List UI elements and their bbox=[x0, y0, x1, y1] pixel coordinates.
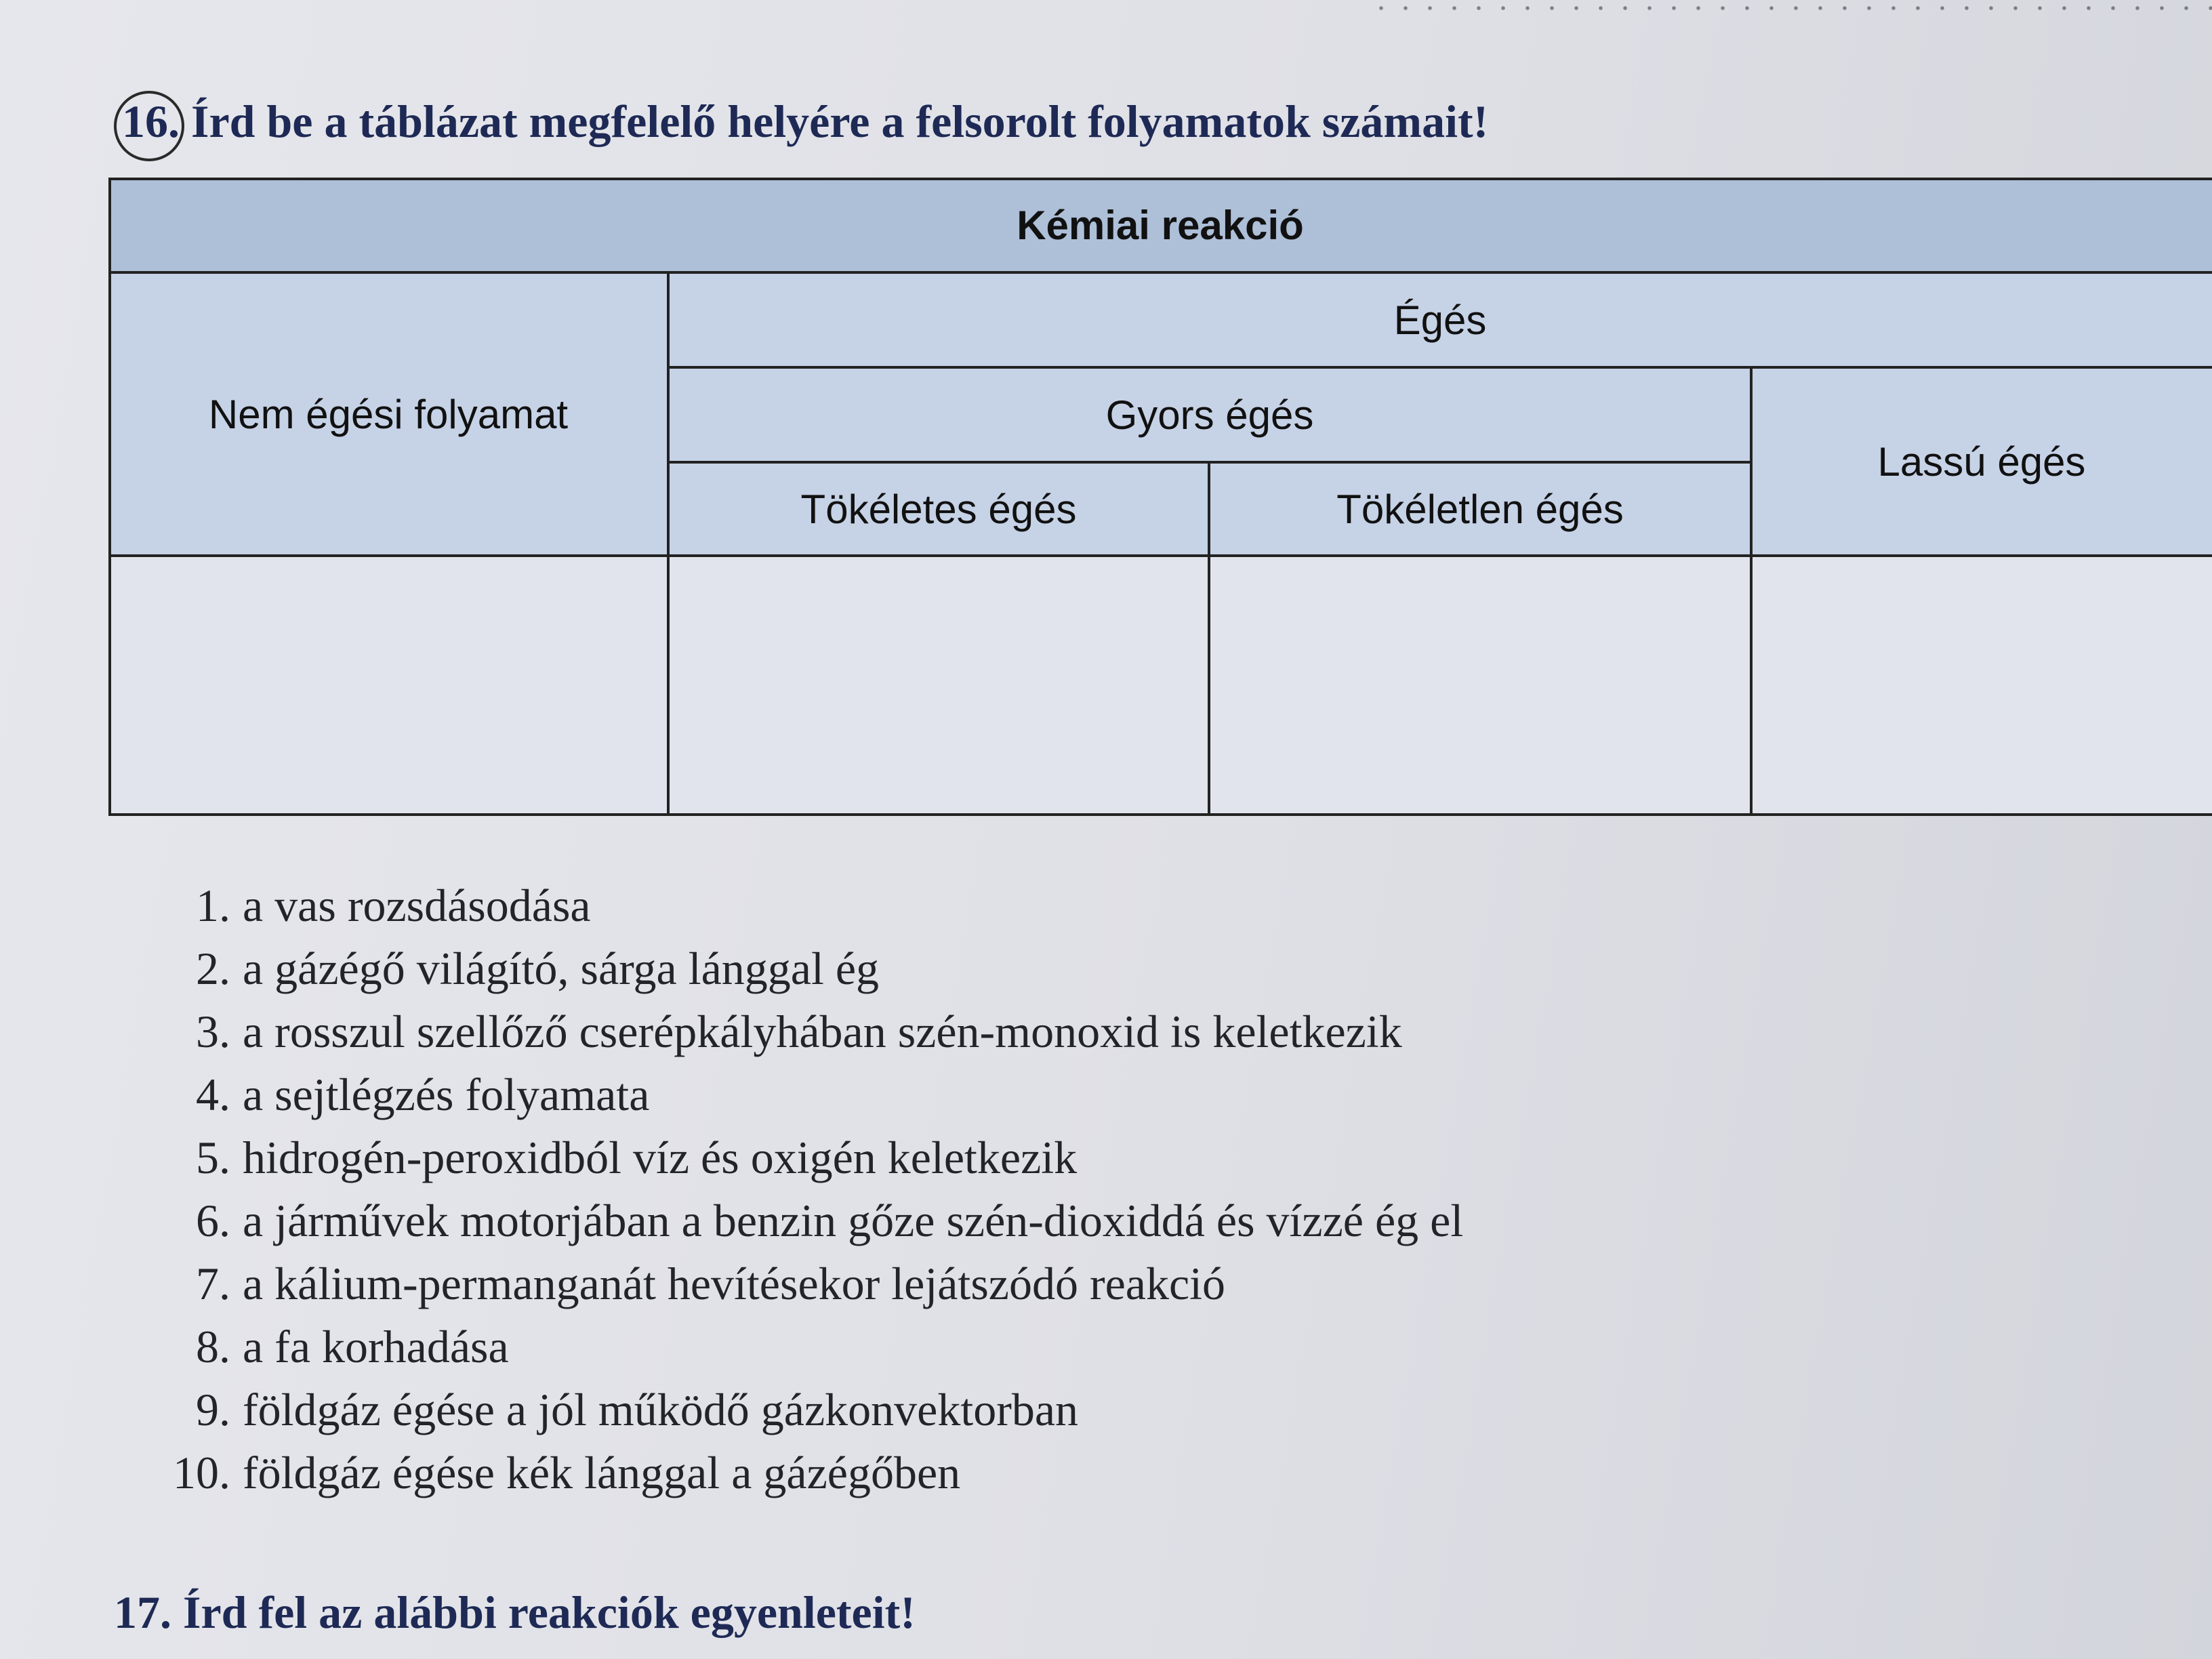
list-item: 2. a gázégő világító, sárga lánggal ég bbox=[196, 943, 880, 994]
table-border-bottom bbox=[108, 813, 2212, 816]
answer-cell-incomplete-combustion[interactable] bbox=[1209, 556, 1751, 816]
table-rule bbox=[108, 271, 2212, 274]
list-item: 6. a járművek motorjában a benzin gőze szén-dioxiddá és vízzé ég el bbox=[196, 1195, 1464, 1246]
table-border-left bbox=[108, 178, 111, 816]
header-incomplete-combustion: Tökéletlen égés bbox=[1209, 462, 1751, 556]
list-item: 5. hidrogén-peroxidból víz és oxigén keletkezik bbox=[196, 1132, 1078, 1183]
header-non-combustion: Nem égési folyamat bbox=[108, 272, 668, 556]
header-slow-combustion: Lassú égés bbox=[1751, 367, 2212, 556]
exercise-16-heading bbox=[122, 95, 1488, 148]
table-rule bbox=[667, 271, 670, 816]
table-rule bbox=[668, 366, 2212, 369]
dotted-line-decoration bbox=[1369, 0, 2212, 16]
answer-cell-non-combustion[interactable] bbox=[108, 556, 668, 816]
table-rule bbox=[1750, 366, 1753, 816]
exercise-number: 16. bbox=[122, 95, 180, 148]
process-list bbox=[163, 874, 1463, 1504]
answer-cell-complete-combustion[interactable] bbox=[668, 556, 1209, 816]
list-item: 7. a kálium-permanganát hevítésekor lejátszódó reakció bbox=[196, 1258, 1226, 1309]
classification-table bbox=[108, 178, 2212, 816]
list-item: 9. földgáz égése a jól működő gázkonvektorban bbox=[196, 1384, 1079, 1435]
handwritten-circle-mark bbox=[114, 91, 184, 161]
table-rule bbox=[108, 554, 2212, 557]
header-chemical-reaction: Kémiai reakció bbox=[108, 178, 2212, 272]
list-item: 1. a vas rozsdásodása bbox=[196, 880, 591, 931]
table-border-top bbox=[108, 178, 2212, 180]
exercise-16-title: Írd be a táblázat megfelelő helyére a felsorolt folyamatok számait! bbox=[191, 96, 1489, 147]
exercise-17-heading: 17. Írd fel az alábbi reakciók egyenleteit! bbox=[114, 1586, 916, 1638]
list-item: 3. a rosszul szellőző cserépkályhában szén-monoxid is keletkezik bbox=[196, 1006, 1402, 1057]
header-fast-combustion: Gyors égés bbox=[668, 367, 1751, 462]
list-item: 4. a sejtlégzés folyamata bbox=[196, 1069, 650, 1120]
list-item: 8. a fa korhadása bbox=[196, 1321, 509, 1372]
table-rule bbox=[1208, 461, 1210, 816]
header-complete-combustion: Tökéletes égés bbox=[668, 462, 1209, 556]
list-item: 10. földgáz égése kék lánggal a gázégőben bbox=[173, 1447, 961, 1498]
answer-cell-slow-combustion[interactable] bbox=[1751, 556, 2212, 816]
header-combustion: Égés bbox=[668, 272, 2212, 367]
